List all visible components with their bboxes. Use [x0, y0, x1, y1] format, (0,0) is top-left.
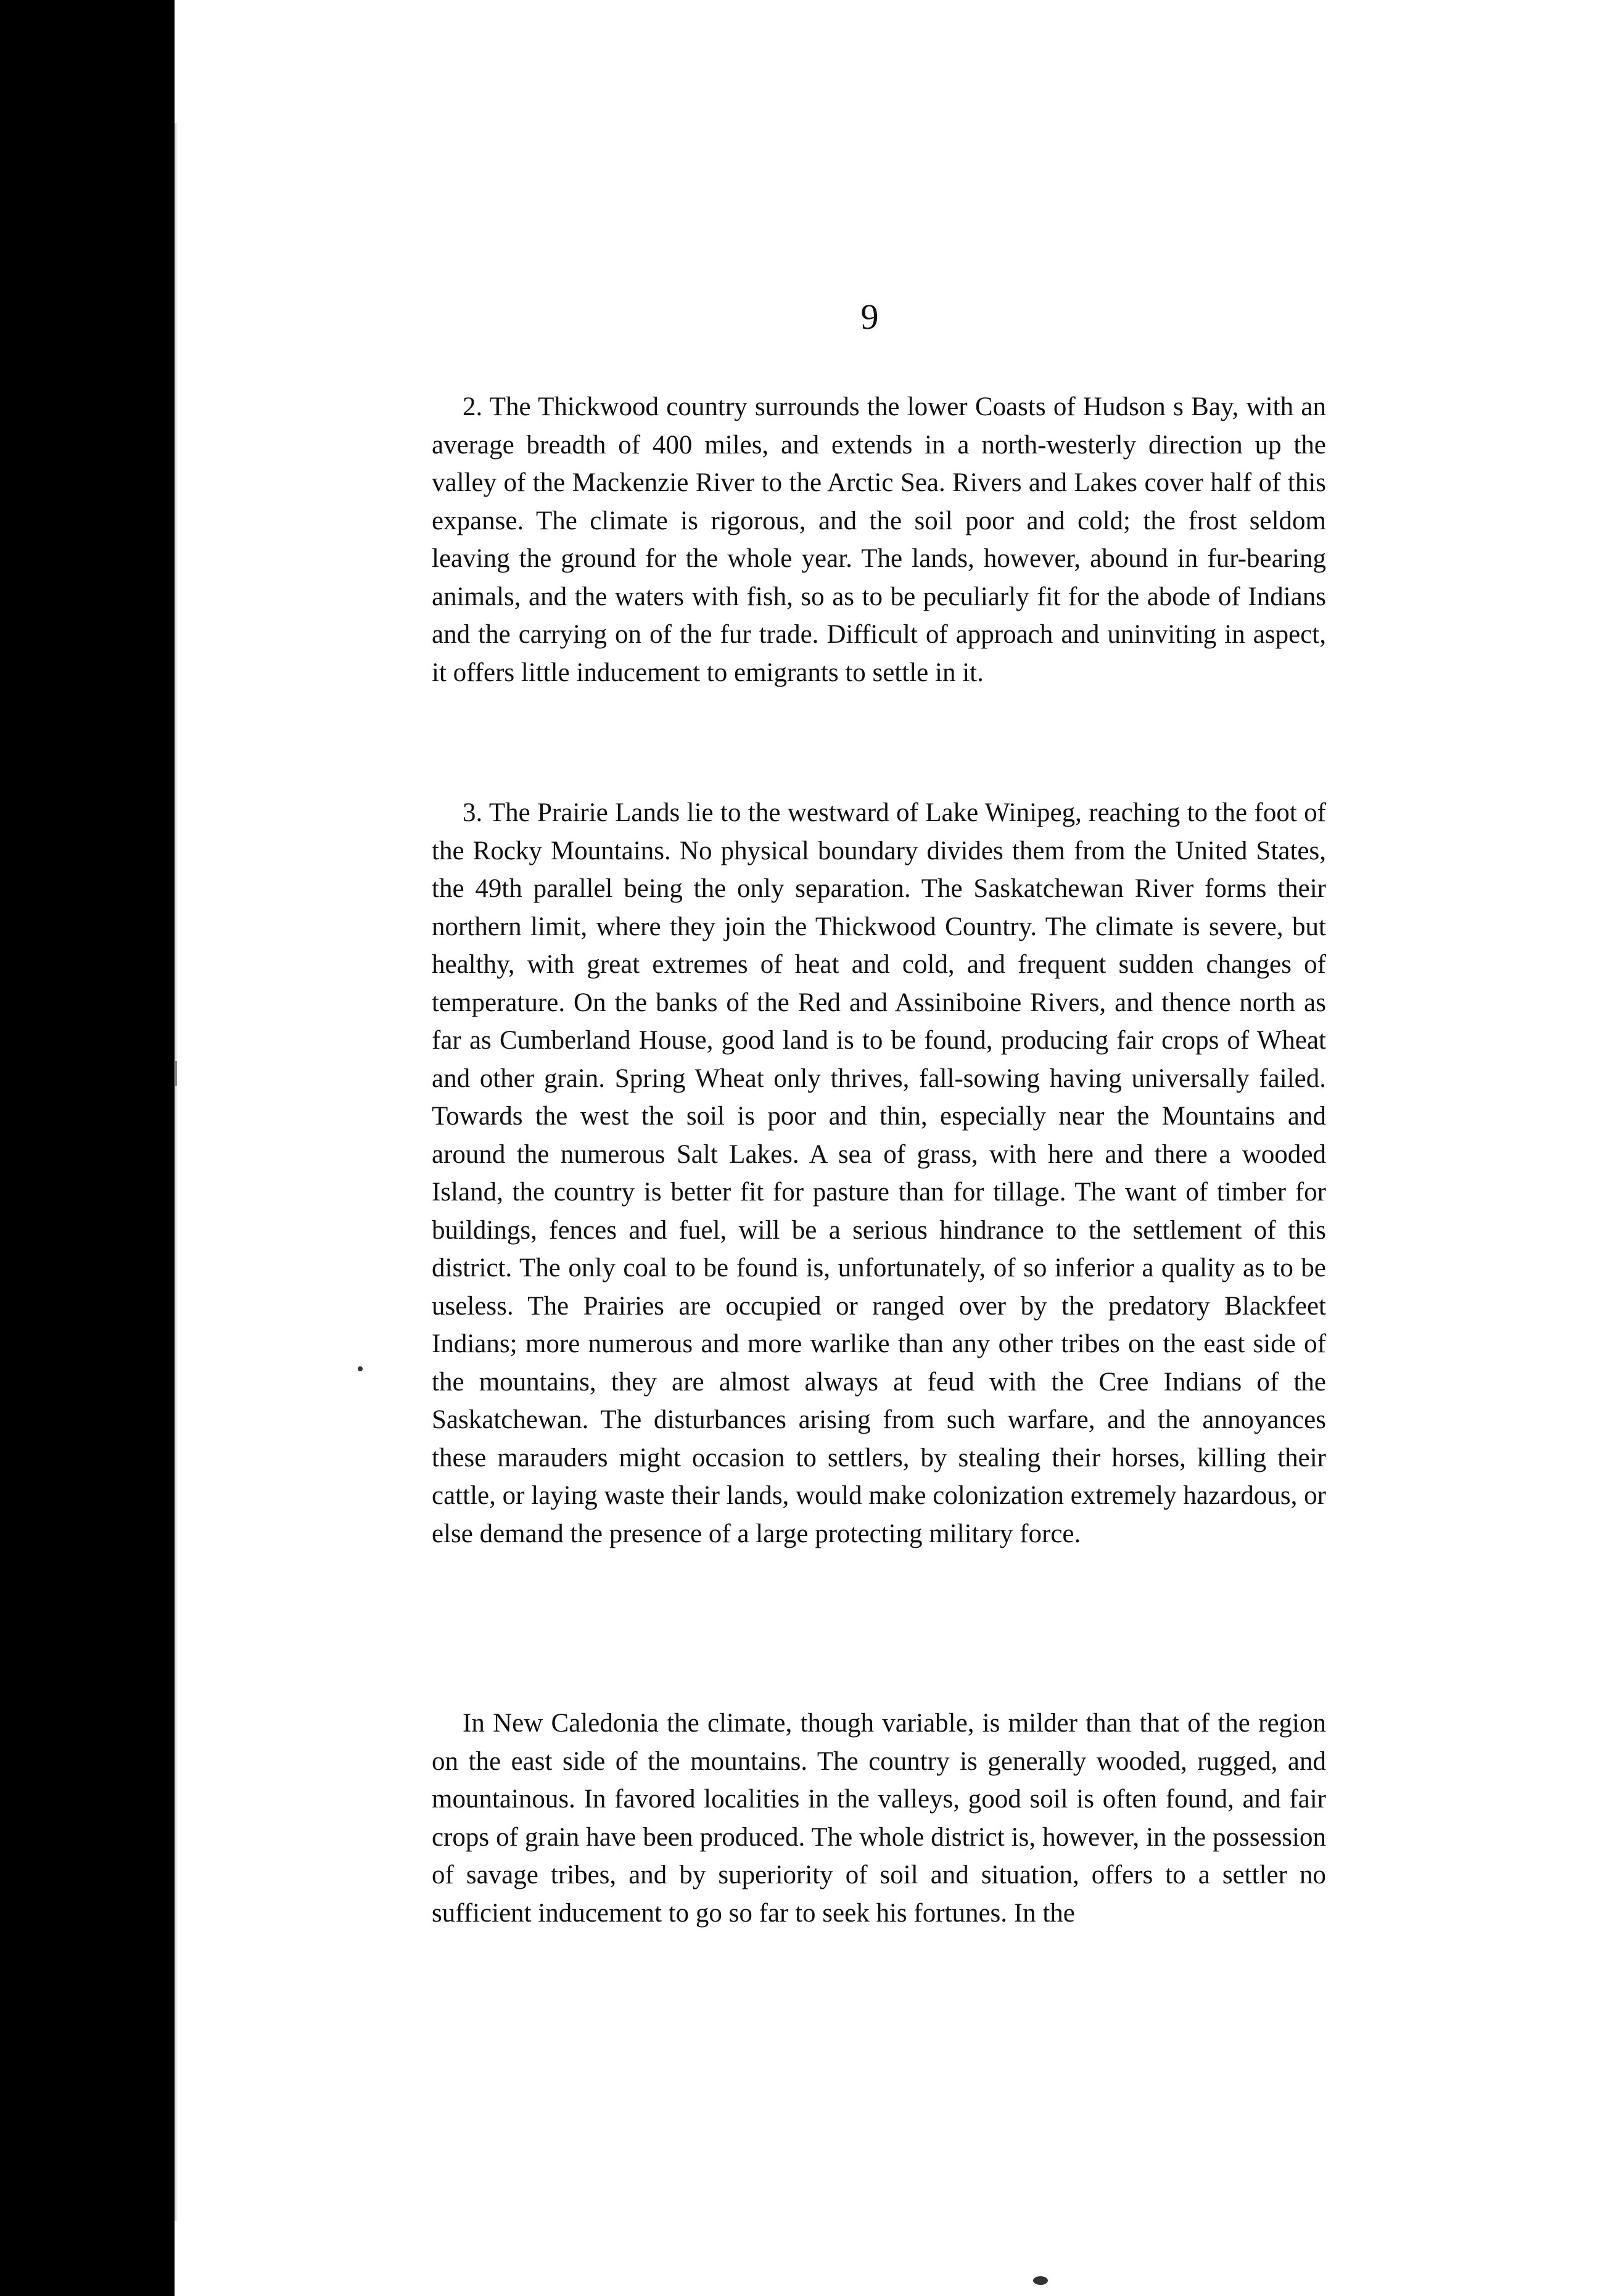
page-fold-shadow: [175, 123, 178, 2221]
scan-speck: [358, 1366, 363, 1371]
paragraph-thickwood-country: 2. The Thickwood country surrounds the lower Coasts of Hudson s Bay, with an average breadth of 400 miles, and extends in a north-westerly direction up the valley of the Mackenzie River to the Arctic Sea. Rivers and Lakes cover half of this expanse. The climate is rigorous, and the soil poor and cold; the frost seldom leaving the ground for the whole year. The lands, however, abound in fur-bearing animals, and the waters with fish, so as to be peculiarly fit for the abode of Indians and the carrying on of the fur trade. Difficult of approach and uninviting in aspect, it offers little inducement to emigrants to settle in it.: [432, 392, 1326, 687]
paragraph-new-caledonia: In New Caledonia the climate, though variable, is milder than that of the region on the east side of the mountains. The country is generally wooded, rugged, and mountainous. In favored localities in the valleys, good soil is often found, and fair crops of grain have been produced. The whole district is, however, in the possession of savage tribes, and by superiority of soil and situation, offers to a settler no sufficient inducement to go so far to seek his fortunes. In the: [432, 1709, 1326, 1928]
page-number: 9: [860, 297, 879, 337]
paragraph-prairie-lands: 3. The Prairie Lands lie to the westward of Lake Winipeg, reaching to the foot of the Rocky Mountains. No physical boundary divides them from the United States, the 49th parallel being the only separation. The Saskatchewan River forms their northern limit, where they join the Thickwood Country. The climate is severe, but healthy, with great extremes of heat and cold, and frequent sudden changes of temperature. On the banks of the Red and Assiniboine Rivers, and thence north as far as Cumberland House, good land is to be found, producing fair crops of Wheat and other grain. Spring Wheat only thrives, fall-sowing having universally failed. Towards the west the soil is poor and thin, especially near the Mountains and around the numerous Salt Lakes. A sea of grass, with here and there a wooded Island, the country is better fit for pasture than for tillage. The want of timber for buildings, fences and fuel, will be a serious hindrance to the settlement of this district. The only coal to be found is, unfortunately, of so inferior a quality as to be useless. The Prairies are occupied or ranged over by the predatory Blackfeet Indians; more numerous and more warlike than any other tribes on the east side of the mountains, they are almost always at feud with the Cree Indians of the Saskatchewan. The disturbances arising from such warfare, and the annoyances these marauders might occasion to settlers, by stealing their horses, killing their cattle, or laying waste their lands, would make colonization extremely hazardous, or else demand the presence of a large protecting military force.: [432, 798, 1326, 1548]
binding-mark: [167, 1061, 177, 1086]
scan-speck: [1033, 2276, 1048, 2285]
